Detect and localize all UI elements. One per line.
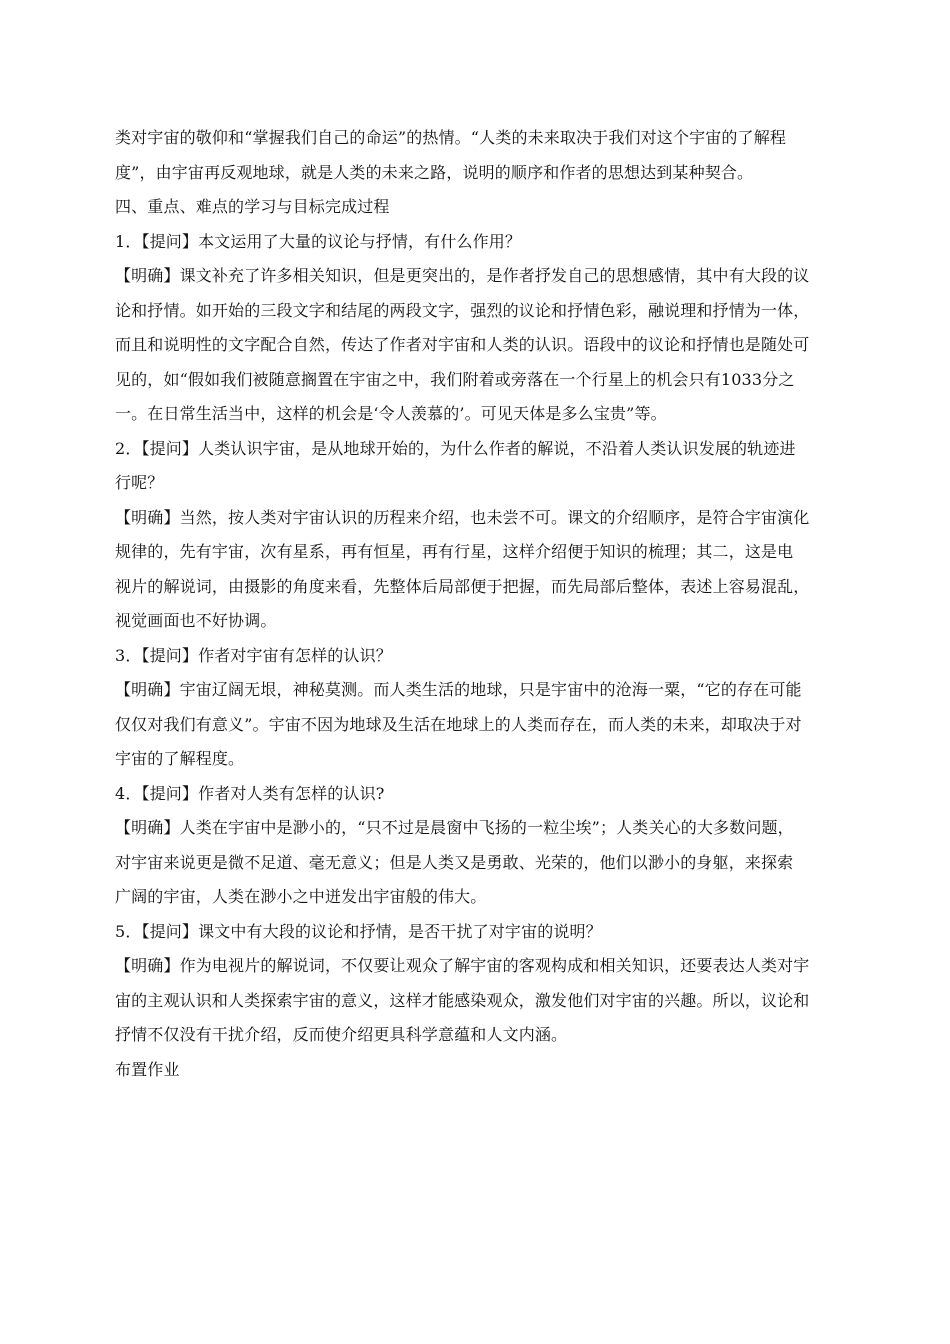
answer-5-line: 宙的主观认识和人类探索宇宙的意义，这样才能感染观众，激发他们对宇宙的兴趣。所以，议论和 (115, 990, 810, 1010)
answer-3-line: 宇宙的了解程度。 (115, 749, 245, 768)
answer-2-line: 视片的解说词，由摄影的角度来看，先整体后局部便于把握，而先局部后整体，表述上容易混乱， (115, 576, 810, 596)
question-3: 3．【提问】作者对宇宙有怎样的认识？ (115, 645, 392, 665)
answer-4-line: 对宇宙来说更是微不足道、毫无意义；但是人类又是勇敢、光荣的，他们以渺小的身躯，来探索 (115, 852, 794, 872)
text-line: 度”，由宇宙再反观地球，就是人类的未来之路，说明的顺序和作者的思想达到某种契合。 (115, 162, 754, 182)
question-2: 行呢？ (115, 473, 164, 492)
question-5: 5．【提问】课文中有大段的议论和抒情，是否干扰了对宇宙的说明？ (115, 921, 602, 941)
answer-2-line: 【明确】当然，按人类对宇宙认识的历程来介绍，也未尝不可。课文的介绍顺序，是符合宇宙演化 (115, 507, 810, 527)
answer-4-line: 广阔的宇宙，人类在渺小之中迸发出宇宙般的伟大。 (115, 887, 487, 906)
answer-1-line: 一。在日常生活当中，这样的机会是‘令人羡慕的’。可见天体是多么宝贵”等。 (115, 404, 667, 423)
answer-1-line: 而且和说明性的文字配合自然，传达了作者对宇宙和人类的认识。语段中的议论和抒情也是随处可 (115, 335, 810, 354)
question-2: 2．【提问】人类认识宇宙，是从地球开始的，为什么作者的解说，不沿着人类认识发展的轨迹进 (115, 438, 796, 458)
answer-2-line: 规律的，先有宇宙，次有星系，再有恒星，再有行星，这样介绍便于知识的梳理；其二，这是电 (115, 542, 794, 561)
answer-1-line: 【明确】课文补充了许多相关知识，但是更突出的，是作者抒发自己的思想感情，其中有大段的议 (115, 266, 810, 285)
answer-3-line: 仅仅对我们有意义”。宇宙不因为地球及生活在地球上的人类而存在，而人类的未来，却取决于对 (115, 714, 802, 734)
answer-2-line: 视觉画面也不好协调。 (115, 611, 277, 630)
answer-5-line: 抒情不仅没有干扰介绍，反而使介绍更具科学意蕴和人文内涵。 (115, 1025, 568, 1044)
answer-1-line: 见的，如“假如我们被随意搁置在宇宙之中，我们附着或旁落在一个行星上的机会只有1033分之 (115, 369, 795, 389)
answer-1-line: 论和抒情。如开始的三段文字和结尾的两段文字，强烈的议论和抒情色彩，融说理和抒情为一体， (115, 300, 810, 320)
answer-3-line: 【明确】宇宙辽阔无垠，神秘莫测。而人类生活的地球，只是宇宙中的沧海一粟，“它的存在可能 (115, 680, 802, 699)
question-4: 4．【提问】作者对人类有怎样的认识? (115, 783, 385, 803)
homework-heading: 布置作业 (115, 1059, 180, 1079)
answer-5-line: 【明确】作为电视片的解说词，不仅要让观众了解宇宙的客观构成和相关知识，还要表达人类对宇 (115, 956, 810, 975)
question-1: 1．【提问】本文运用了大量的议论与抒情，有什么作用？ (115, 231, 522, 251)
section-heading: 四、重点、难点的学习与目标完成过程 (115, 197, 390, 216)
answer-4-line: 【明确】人类在宇宙中是渺小的，“只不过是晨窗中飞扬的一粒尘埃”；人类关心的大多数问题， (115, 818, 794, 837)
text-line: 类对宇宙的敬仰和“掌握我们自己的命运”的热情。“人类的未来取决于我们对这个宇宙的了解程 (115, 128, 786, 147)
